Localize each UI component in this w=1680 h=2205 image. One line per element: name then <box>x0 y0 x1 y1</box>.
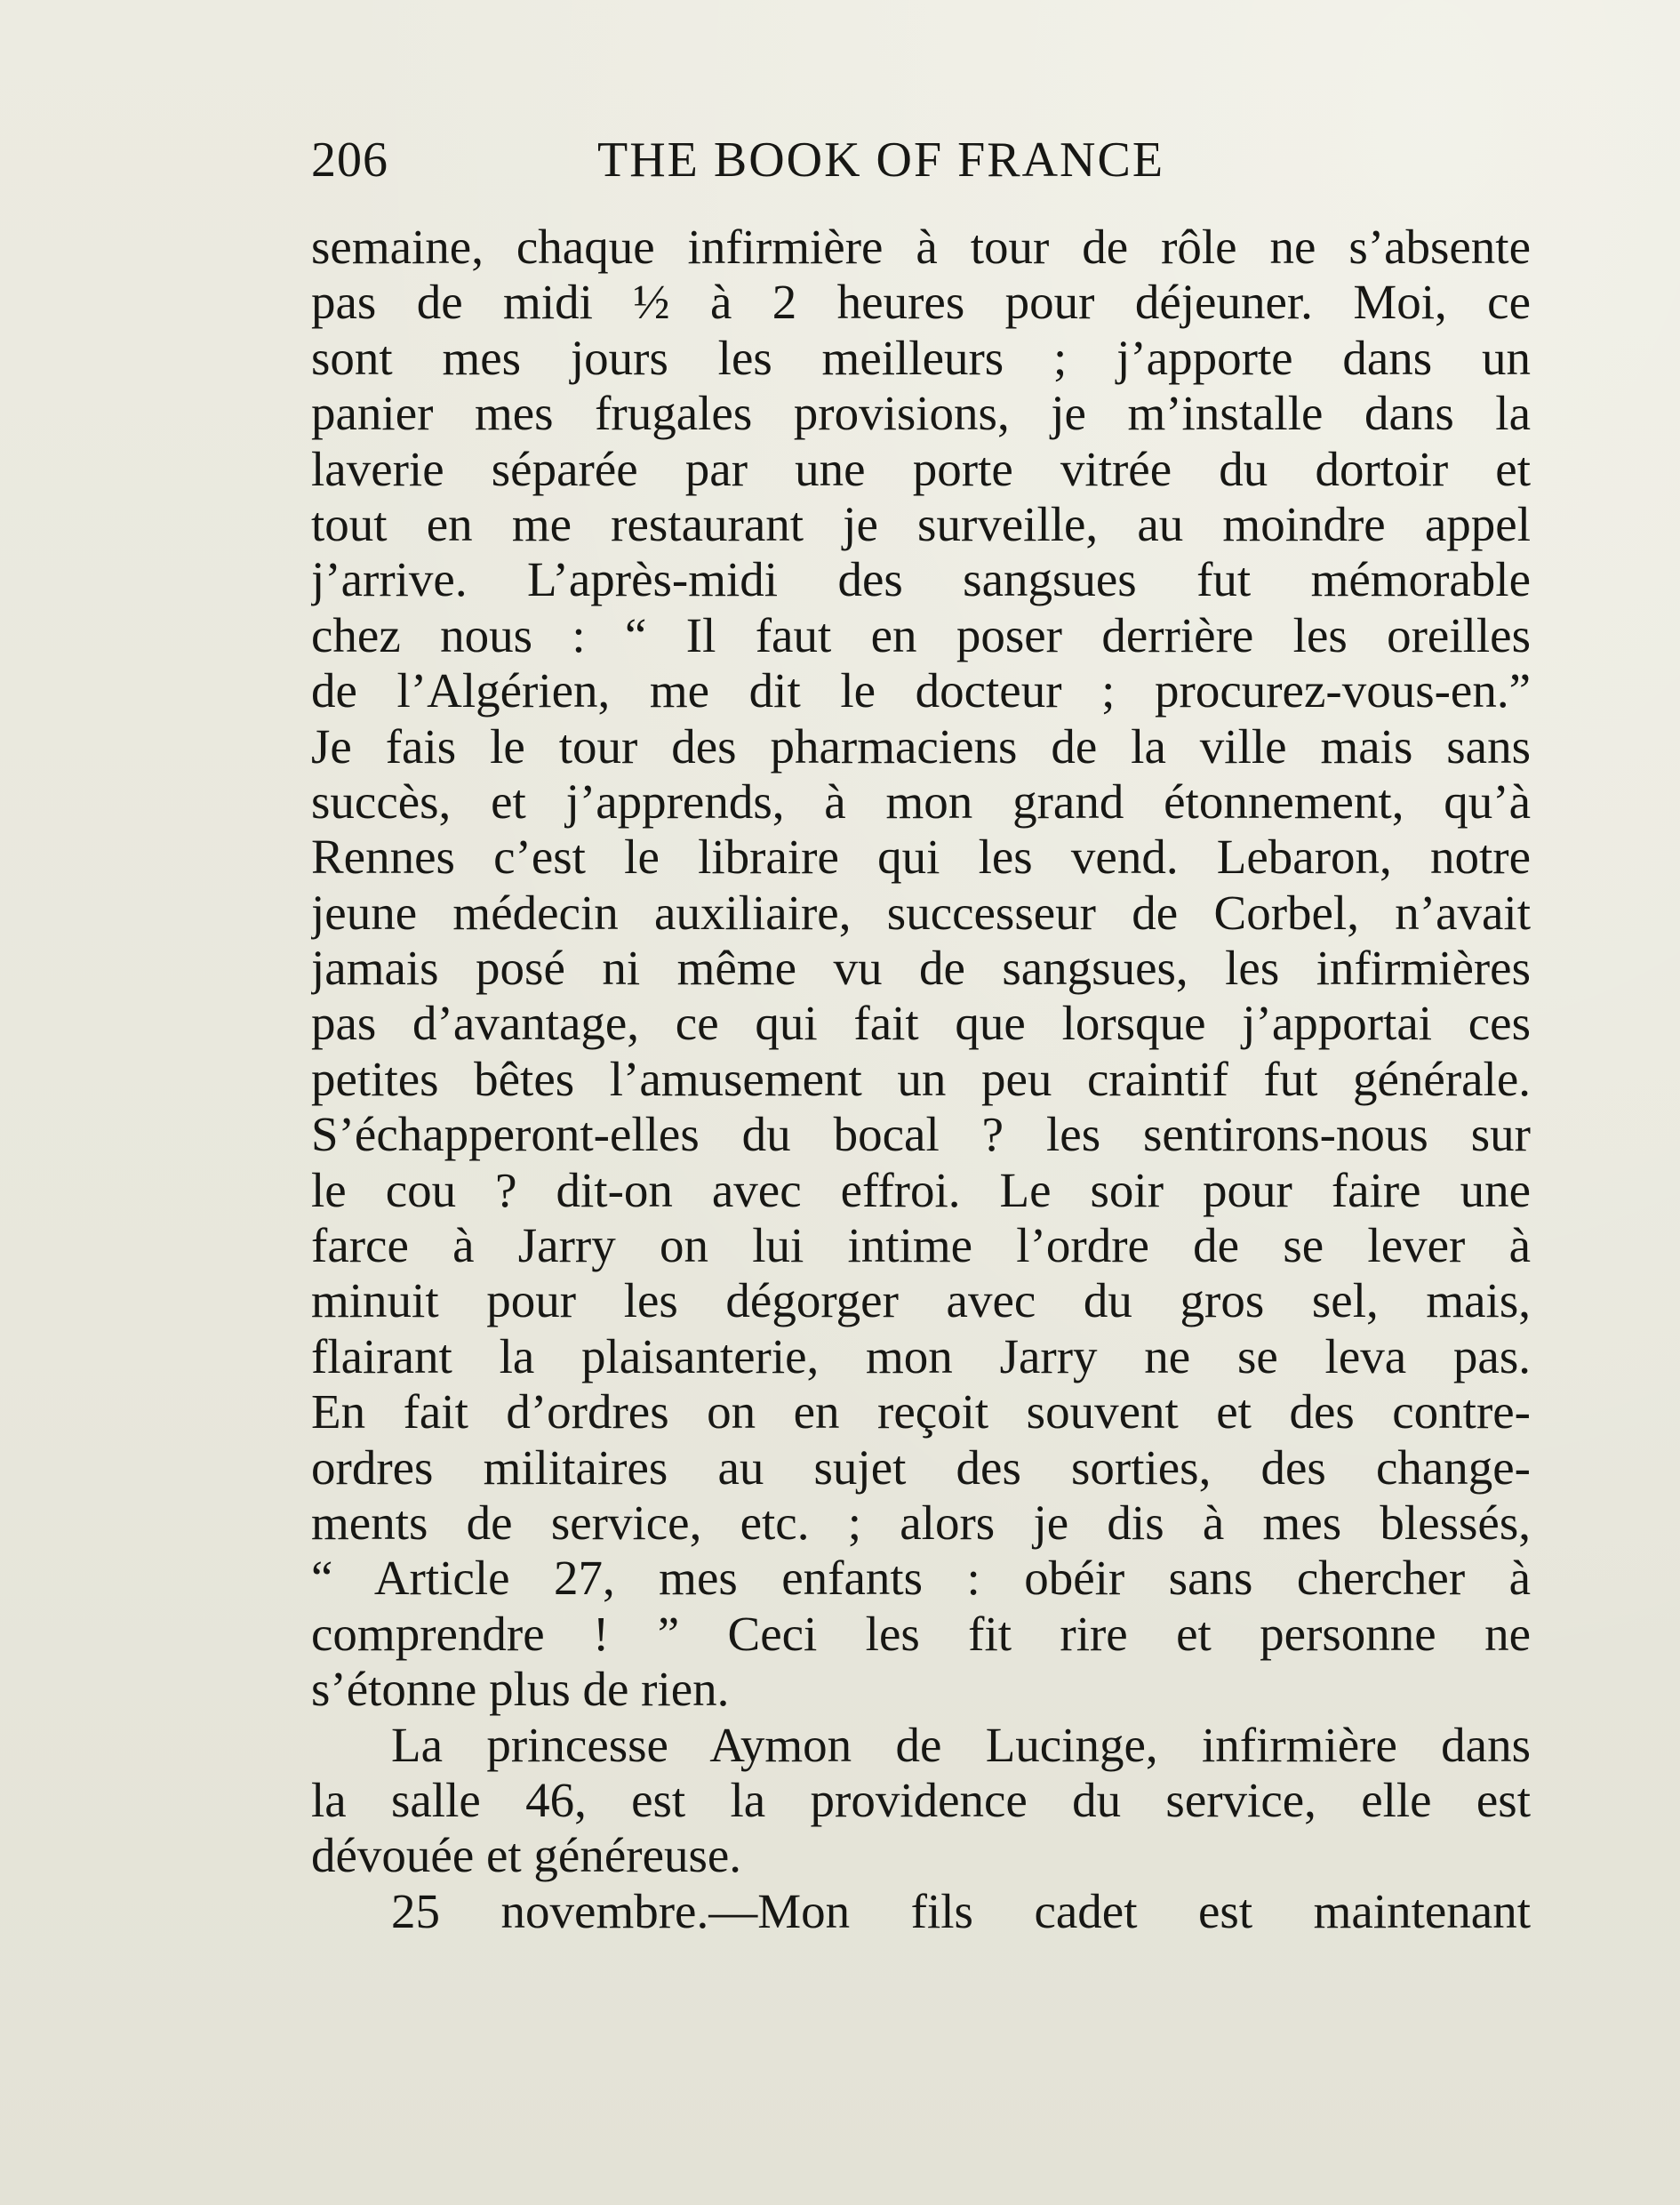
text-line: minuit pour les dégorger avec du gros sel, mais, <box>311 1273 1531 1328</box>
text-line: En fait d’ordres on en reçoit souvent et des contre- <box>311 1384 1531 1439</box>
text-line: flairant la plaisanterie, mon Jarry ne se leva pas. <box>311 1328 1531 1383</box>
text-line: ordres militaires au sujet des sorties, des change- <box>311 1439 1531 1495</box>
text-line: ments de service, etc. ; alors je dis à mes blessés, <box>311 1495 1531 1550</box>
paragraph-end-line: s’étonne plus de rien. <box>311 1662 730 1717</box>
text-line: j’arrive. L’après-midi des sangsues fut mémorable <box>311 552 1531 607</box>
text-line: petites bêtes l’amusement un peu craintif fut générale. <box>311 1051 1531 1106</box>
text-line: jamais posé ni même vu de sangsues, les infirmières <box>311 941 1531 996</box>
paragraph-end-line: dévouée et généreuse. <box>311 1828 742 1883</box>
running-head <box>311 124 1271 196</box>
book-title: THE BOOK OF FRANCE <box>597 132 1165 188</box>
text-line: pas de midi ½ à 2 heures pour déjeuner. Moi, ce <box>311 275 1531 330</box>
text-line: succès, et j’apprends, à mon grand étonnement, qu’à <box>311 774 1531 829</box>
text-line: farce à Jarry on lui intime l’ordre de se lever à <box>311 1218 1531 1273</box>
text-line: laverie séparée par une porte vitrée du dortoir et <box>311 441 1531 496</box>
body-text <box>311 220 1531 1939</box>
text-line: comprendre ! ” Ceci les fit rire et personne ne <box>311 1606 1531 1661</box>
diary-entry-line: 25 novembre.—Mon fils cadet est maintenant <box>391 1883 1531 1938</box>
text-line: tout en me restaurant je surveille, au moindre appel <box>311 496 1531 551</box>
text-line: Rennes c’est le libraire qui les vend. Lebaron, notre <box>311 830 1531 885</box>
page-number: 206 <box>311 132 388 188</box>
text-line: Je fais le tour des pharmaciens de la ville mais sans <box>311 718 1531 774</box>
text-line: la salle 46, est la providence du service, elle est <box>311 1772 1531 1827</box>
text-line: le cou ? dit-on avec effroi. Le soir pour faire une <box>311 1162 1531 1217</box>
text-line: sont mes jours les meilleurs ; j’apporte dans un <box>311 330 1531 385</box>
text-line: panier mes frugales provisions, je m’installe dans la <box>311 386 1531 441</box>
text-line: de l’Algérien, me dit le docteur ; procurez-vous-en.” <box>311 663 1531 718</box>
text-line: jeune médecin auxiliaire, successeur de Corbel, n’avait <box>311 885 1531 940</box>
text-line: semaine, chaque infirmière à tour de rôle ne s’absente <box>311 220 1531 274</box>
text-line: “ Article 27, mes enfants : obéir sans chercher à <box>311 1551 1531 1606</box>
paragraph-start-line: La princesse Aymon de Lucinge, infirmière dans <box>391 1717 1531 1772</box>
text-line: chez nous : “ Il faut en poser derrière les oreilles <box>311 607 1531 662</box>
text-line: pas d’avantage, ce qui fait que lorsque j’apportai ces <box>311 996 1531 1051</box>
text-line: S’échapperont-elles du bocal ? les sentirons-nous sur <box>311 1107 1531 1162</box>
